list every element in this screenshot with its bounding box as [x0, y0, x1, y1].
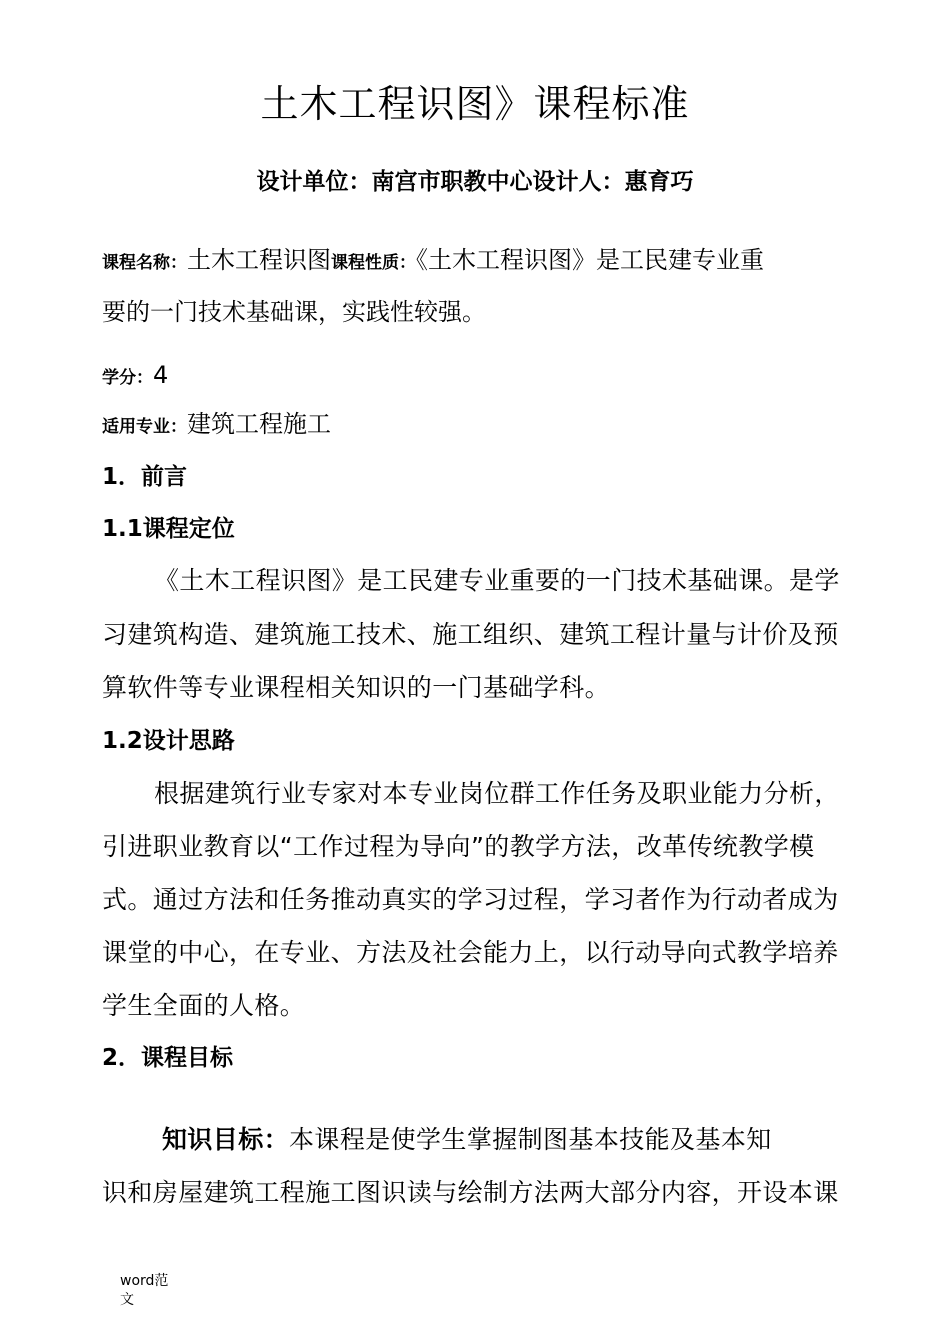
document-subtitle: 设计单位：南宫市职教中心设计人：惠育巧 [256, 169, 694, 195]
paragraph-line: 习建筑构造、建筑施工技术、施工组织、建筑工程计量与计价及预 [102, 620, 839, 649]
section-1-2-heading: 1.2设计思路 [102, 728, 235, 754]
paragraph-line: 式。通过方法和任务推动真实的学习过程，学习者作为行动者成为 [102, 885, 839, 914]
section-1-heading: 1．前言 [102, 464, 188, 490]
credits-line [102, 357, 168, 396]
document-title: 土木工程识图》课程标准 [260, 82, 690, 126]
course-name-label: 课程名称： [102, 253, 187, 273]
course-nature-label: 课程性质： [331, 253, 416, 273]
knowledge-goal-label: 知识目标： [162, 1125, 290, 1154]
knowledge-goal-text: 本课程是使学生掌握制图基本技能及基本知 [289, 1125, 772, 1154]
course-nature-value: 《土木工程识图》是工民建专业重 [416, 246, 764, 274]
section-1-1-heading: 1.1课程定位 [102, 516, 235, 542]
major-value: 建筑工程施工 [187, 410, 331, 438]
paragraph-line: 根据建筑行业专家对本专业岗位群工作任务及职业能力分析， [154, 779, 840, 808]
page-footer [120, 1272, 180, 1310]
section-2-heading: 2．课程目标 [102, 1045, 234, 1071]
paragraph-line: 算软件等专业课程相关知识的一门基础学科。 [102, 673, 611, 702]
course-name-value: 土木工程识图 [187, 246, 331, 274]
credits-label: 学分： [102, 368, 153, 388]
paragraph-line: 《土木工程识图》是工民建专业重要的一门技术基础课。是学 [154, 566, 840, 595]
paragraph-line: 学生全面的人格。 [102, 991, 306, 1020]
major-line [102, 406, 331, 445]
paragraph-line: 引进职业教育以“工作过程为导向”的教学方法，改革传统教学模 [102, 832, 815, 861]
course-info-line [102, 242, 764, 281]
credits-value: 4 [153, 361, 169, 389]
knowledge-goal-line [162, 1122, 772, 1158]
knowledge-goal-continued: 识和房屋建筑工程施工图识读与绘制方法两大部分内容，开设本课 [102, 1178, 839, 1207]
paragraph-line: 课堂的中心，在专业、方法及社会能力上，以行动导向式教学培养 [102, 938, 839, 967]
footer-line: word范 [120, 1273, 169, 1289]
major-label: 适用专业： [102, 417, 187, 437]
course-nature-continued: 要的一门技术基础课，实践性较强。 [102, 298, 486, 326]
footer-line: 文 [120, 1292, 134, 1308]
